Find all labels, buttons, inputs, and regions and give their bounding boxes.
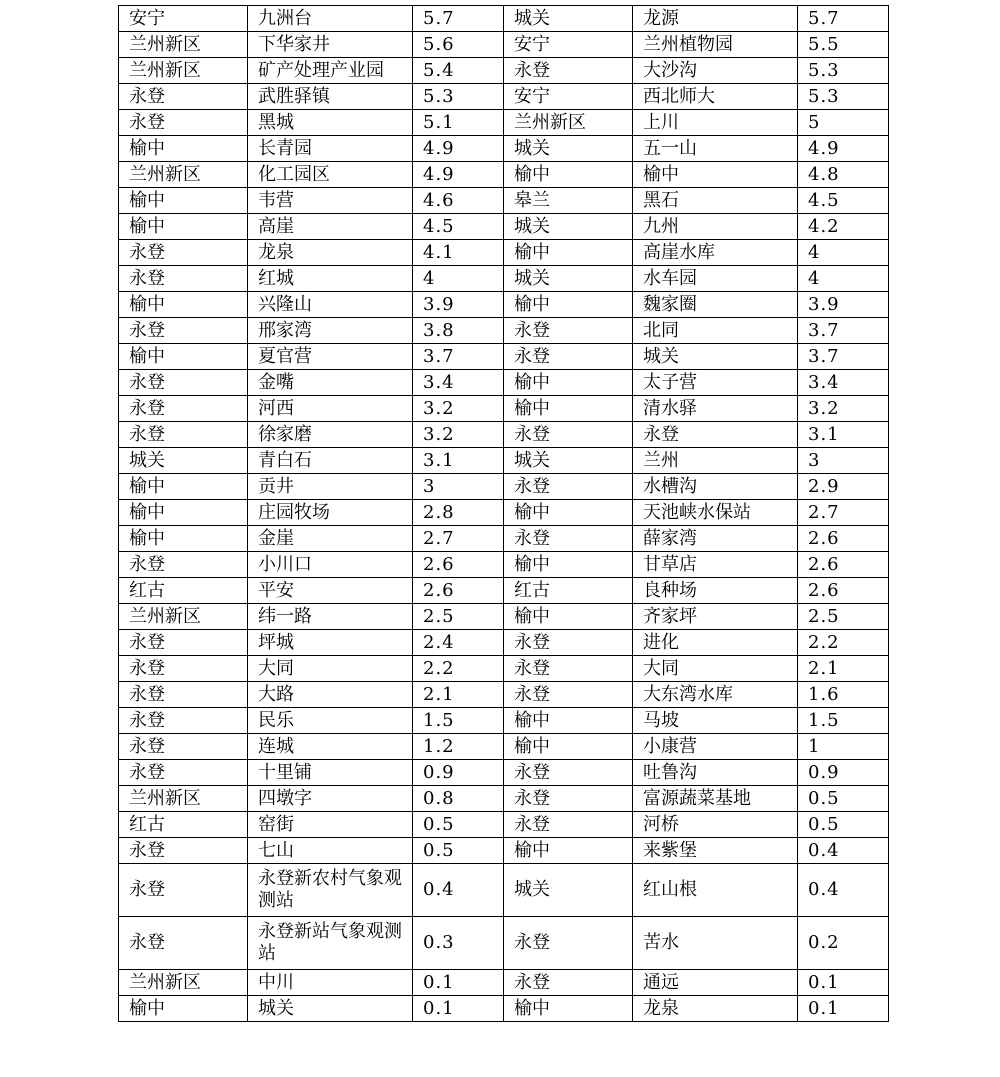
cell-district-right: 城关	[504, 266, 633, 292]
table-row	[119, 84, 889, 110]
cell-station-right: 高崖水库	[633, 240, 798, 266]
cell-district-right: 榆中	[504, 734, 633, 760]
cell-value-left: 0.9	[413, 760, 504, 786]
table-row	[119, 630, 889, 656]
cell-value-left: 4	[413, 266, 504, 292]
cell-district-right: 榆中	[504, 996, 633, 1022]
cell-station-left: 四墩字	[248, 786, 413, 812]
cell-station-left: 十里铺	[248, 760, 413, 786]
cell-station-left: 龙泉	[248, 240, 413, 266]
cell-station-left: 坪城	[248, 630, 413, 656]
cell-value-right: 4.5	[798, 188, 889, 214]
cell-value-right: 5.3	[798, 58, 889, 84]
cell-station-right: 九州	[633, 214, 798, 240]
cell-district-right: 榆中	[504, 552, 633, 578]
table-row	[119, 292, 889, 318]
cell-district-left: 永登	[119, 864, 248, 917]
cell-value-left: 5.7	[413, 6, 504, 32]
cell-station-right: 甘草店	[633, 552, 798, 578]
cell-district-right: 城关	[504, 136, 633, 162]
table-row	[119, 318, 889, 344]
cell-station-right: 马坡	[633, 708, 798, 734]
cell-value-left: 3.7	[413, 344, 504, 370]
cell-station-left: 纬一路	[248, 604, 413, 630]
cell-district-left: 安宁	[119, 6, 248, 32]
table-row	[119, 708, 889, 734]
cell-district-left: 榆中	[119, 344, 248, 370]
cell-district-right: 永登	[504, 786, 633, 812]
table-row	[119, 240, 889, 266]
cell-value-left: 4.5	[413, 214, 504, 240]
table-row	[119, 448, 889, 474]
cell-district-left: 兰州新区	[119, 786, 248, 812]
cell-district-right: 永登	[504, 656, 633, 682]
cell-value-right: 4.8	[798, 162, 889, 188]
cell-station-left: 金嘴	[248, 370, 413, 396]
table-row	[119, 786, 889, 812]
table-row	[119, 656, 889, 682]
cell-value-left: 2.4	[413, 630, 504, 656]
table-row	[119, 970, 889, 996]
cell-station-right: 薛家湾	[633, 526, 798, 552]
cell-station-left: 下华家井	[248, 32, 413, 58]
cell-value-left: 2.2	[413, 656, 504, 682]
cell-station-right: 小康营	[633, 734, 798, 760]
cell-district-right: 永登	[504, 630, 633, 656]
cell-station-left: 永登新站气象观测站	[248, 917, 413, 970]
cell-district-left: 永登	[119, 318, 248, 344]
cell-station-right: 河桥	[633, 812, 798, 838]
cell-value-right: 2.6	[798, 552, 889, 578]
cell-district-left: 兰州新区	[119, 58, 248, 84]
cell-district-right: 榆中	[504, 500, 633, 526]
table-row	[119, 188, 889, 214]
cell-station-right: 城关	[633, 344, 798, 370]
cell-station-right: 苦水	[633, 917, 798, 970]
cell-value-right: 3.2	[798, 396, 889, 422]
cell-station-right: 黑石	[633, 188, 798, 214]
cell-district-left: 永登	[119, 838, 248, 864]
cell-station-left: 长青园	[248, 136, 413, 162]
cell-district-left: 永登	[119, 682, 248, 708]
cell-district-right: 永登	[504, 58, 633, 84]
cell-district-left: 永登	[119, 630, 248, 656]
cell-value-left: 0.1	[413, 970, 504, 996]
cell-station-right: 来紫堡	[633, 838, 798, 864]
cell-station-right: 清水驿	[633, 396, 798, 422]
cell-value-left: 4.6	[413, 188, 504, 214]
table-row	[119, 344, 889, 370]
cell-district-right: 永登	[504, 970, 633, 996]
cell-district-left: 永登	[119, 760, 248, 786]
cell-station-right: 五一山	[633, 136, 798, 162]
cell-station-right: 水车园	[633, 266, 798, 292]
cell-station-right: 进化	[633, 630, 798, 656]
table-row	[119, 474, 889, 500]
cell-value-left: 5.1	[413, 110, 504, 136]
cell-station-left: 高崖	[248, 214, 413, 240]
cell-value-left: 4.9	[413, 162, 504, 188]
cell-value-left: 4.1	[413, 240, 504, 266]
cell-station-left: 夏官营	[248, 344, 413, 370]
cell-district-right: 城关	[504, 214, 633, 240]
cell-value-right: 0.2	[798, 917, 889, 970]
cell-value-left: 5.4	[413, 58, 504, 84]
cell-value-left: 0.5	[413, 838, 504, 864]
cell-station-left: 武胜驿镇	[248, 84, 413, 110]
cell-district-right: 永登	[504, 344, 633, 370]
cell-value-right: 3.4	[798, 370, 889, 396]
cell-station-left: 金崖	[248, 526, 413, 552]
cell-district-left: 兰州新区	[119, 162, 248, 188]
table-row	[119, 422, 889, 448]
cell-district-right: 永登	[504, 526, 633, 552]
rainfall-table	[118, 5, 889, 1022]
table-row	[119, 760, 889, 786]
cell-district-left: 榆中	[119, 188, 248, 214]
table-row	[119, 136, 889, 162]
cell-district-right: 永登	[504, 812, 633, 838]
cell-district-left: 永登	[119, 370, 248, 396]
cell-district-right: 安宁	[504, 84, 633, 110]
cell-district-left: 榆中	[119, 136, 248, 162]
cell-value-right: 0.1	[798, 970, 889, 996]
cell-station-left: 青白石	[248, 448, 413, 474]
cell-value-left: 3.9	[413, 292, 504, 318]
cell-station-right: 大东湾水库	[633, 682, 798, 708]
table-row	[119, 214, 889, 240]
cell-district-left: 榆中	[119, 214, 248, 240]
table-row	[119, 604, 889, 630]
cell-value-right: 0.1	[798, 996, 889, 1022]
cell-station-left: 徐家磨	[248, 422, 413, 448]
cell-station-right: 天池峡水保站	[633, 500, 798, 526]
cell-station-left: 大同	[248, 656, 413, 682]
cell-value-right: 1.6	[798, 682, 889, 708]
table-row	[119, 552, 889, 578]
cell-value-right: 5.5	[798, 32, 889, 58]
cell-value-left: 2.1	[413, 682, 504, 708]
cell-value-right: 2.7	[798, 500, 889, 526]
cell-value-left: 1.2	[413, 734, 504, 760]
cell-value-left: 3	[413, 474, 504, 500]
cell-district-right: 安宁	[504, 32, 633, 58]
cell-district-left: 兰州新区	[119, 32, 248, 58]
cell-station-right: 龙源	[633, 6, 798, 32]
cell-value-right: 4	[798, 266, 889, 292]
cell-value-right: 1	[798, 734, 889, 760]
table-row	[119, 500, 889, 526]
table-row	[119, 266, 889, 292]
cell-value-right: 2.2	[798, 630, 889, 656]
cell-district-left: 榆中	[119, 474, 248, 500]
cell-station-left: 九洲台	[248, 6, 413, 32]
table-row	[119, 162, 889, 188]
table-row	[119, 812, 889, 838]
cell-station-left: 河西	[248, 396, 413, 422]
cell-value-right: 4.2	[798, 214, 889, 240]
cell-value-right: 2.9	[798, 474, 889, 500]
cell-station-right: 大同	[633, 656, 798, 682]
cell-value-left: 0.8	[413, 786, 504, 812]
cell-value-left: 3.8	[413, 318, 504, 344]
table-row	[119, 6, 889, 32]
cell-station-right: 大沙沟	[633, 58, 798, 84]
cell-value-left: 1.5	[413, 708, 504, 734]
cell-value-left: 3.4	[413, 370, 504, 396]
cell-station-right: 兰州	[633, 448, 798, 474]
cell-value-left: 5.6	[413, 32, 504, 58]
table-row	[119, 526, 889, 552]
cell-value-right: 4.9	[798, 136, 889, 162]
cell-district-right: 榆中	[504, 162, 633, 188]
cell-value-left: 0.1	[413, 996, 504, 1022]
cell-value-right: 0.4	[798, 838, 889, 864]
cell-value-right: 1.5	[798, 708, 889, 734]
cell-value-right: 3.1	[798, 422, 889, 448]
table-row	[119, 917, 889, 970]
cell-value-right: 2.5	[798, 604, 889, 630]
cell-station-left: 民乐	[248, 708, 413, 734]
cell-station-right: 西北师大	[633, 84, 798, 110]
cell-station-right: 北同	[633, 318, 798, 344]
cell-district-left: 永登	[119, 734, 248, 760]
cell-value-right: 2.1	[798, 656, 889, 682]
cell-station-right: 良种场	[633, 578, 798, 604]
cell-value-left: 2.6	[413, 578, 504, 604]
table-body	[119, 6, 889, 1022]
cell-value-right: 3.9	[798, 292, 889, 318]
cell-district-right: 城关	[504, 448, 633, 474]
cell-district-right: 永登	[504, 422, 633, 448]
cell-station-left: 庄园牧场	[248, 500, 413, 526]
cell-value-right: 3.7	[798, 318, 889, 344]
rainfall-table-container	[118, 5, 888, 1022]
cell-district-right: 榆中	[504, 838, 633, 864]
cell-district-right: 皋兰	[504, 188, 633, 214]
cell-station-right: 魏家圈	[633, 292, 798, 318]
table-row	[119, 396, 889, 422]
cell-value-right: 2.6	[798, 578, 889, 604]
cell-value-left: 0.3	[413, 917, 504, 970]
cell-station-right: 太子营	[633, 370, 798, 396]
cell-district-right: 红古	[504, 578, 633, 604]
cell-district-left: 永登	[119, 266, 248, 292]
cell-value-right: 3.7	[798, 344, 889, 370]
cell-value-left: 2.8	[413, 500, 504, 526]
cell-station-right: 龙泉	[633, 996, 798, 1022]
table-row	[119, 578, 889, 604]
cell-station-left: 矿产处理产业园	[248, 58, 413, 84]
cell-station-left: 红城	[248, 266, 413, 292]
cell-station-right: 水槽沟	[633, 474, 798, 500]
cell-station-left: 兴隆山	[248, 292, 413, 318]
cell-value-right: 4	[798, 240, 889, 266]
cell-district-right: 永登	[504, 682, 633, 708]
table-row	[119, 864, 889, 917]
cell-district-right: 榆中	[504, 292, 633, 318]
cell-district-right: 榆中	[504, 604, 633, 630]
cell-station-left: 小川口	[248, 552, 413, 578]
cell-district-right: 榆中	[504, 708, 633, 734]
cell-district-right: 榆中	[504, 370, 633, 396]
table-row	[119, 734, 889, 760]
cell-district-left: 永登	[119, 240, 248, 266]
cell-district-left: 榆中	[119, 526, 248, 552]
cell-station-right: 红山根	[633, 864, 798, 917]
cell-station-right: 上川	[633, 110, 798, 136]
table-row	[119, 32, 889, 58]
cell-value-right: 0.5	[798, 812, 889, 838]
cell-value-right: 5.7	[798, 6, 889, 32]
cell-district-right: 永登	[504, 917, 633, 970]
cell-station-left: 大路	[248, 682, 413, 708]
cell-district-left: 永登	[119, 396, 248, 422]
cell-station-left: 贡井	[248, 474, 413, 500]
cell-station-left: 七山	[248, 838, 413, 864]
cell-value-left: 2.6	[413, 552, 504, 578]
cell-station-left: 黑城	[248, 110, 413, 136]
cell-district-left: 榆中	[119, 996, 248, 1022]
cell-value-right: 0.5	[798, 786, 889, 812]
cell-station-left: 城关	[248, 996, 413, 1022]
cell-district-left: 兰州新区	[119, 970, 248, 996]
cell-district-left: 红古	[119, 812, 248, 838]
cell-district-left: 永登	[119, 708, 248, 734]
cell-value-right: 0.4	[798, 864, 889, 917]
cell-district-left: 永登	[119, 110, 248, 136]
table-row	[119, 838, 889, 864]
cell-station-left: 永登新农村气象观测站	[248, 864, 413, 917]
cell-station-left: 韦营	[248, 188, 413, 214]
cell-value-left: 3.1	[413, 448, 504, 474]
cell-district-left: 城关	[119, 448, 248, 474]
cell-value-right: 5	[798, 110, 889, 136]
cell-station-left: 中川	[248, 970, 413, 996]
cell-district-left: 永登	[119, 917, 248, 970]
cell-value-left: 3.2	[413, 422, 504, 448]
cell-district-left: 红古	[119, 578, 248, 604]
cell-value-left: 5.3	[413, 84, 504, 110]
cell-value-left: 2.5	[413, 604, 504, 630]
cell-district-left: 永登	[119, 84, 248, 110]
cell-station-right: 齐家坪	[633, 604, 798, 630]
cell-station-right: 永登	[633, 422, 798, 448]
cell-district-right: 永登	[504, 318, 633, 344]
cell-district-left: 榆中	[119, 292, 248, 318]
cell-district-right: 兰州新区	[504, 110, 633, 136]
cell-value-left: 4.9	[413, 136, 504, 162]
table-row	[119, 110, 889, 136]
cell-district-right: 永登	[504, 474, 633, 500]
cell-value-left: 0.4	[413, 864, 504, 917]
cell-district-right: 城关	[504, 6, 633, 32]
cell-value-right: 2.6	[798, 526, 889, 552]
cell-district-right: 永登	[504, 760, 633, 786]
table-row	[119, 996, 889, 1022]
cell-station-left: 平安	[248, 578, 413, 604]
cell-value-right: 0.9	[798, 760, 889, 786]
cell-district-right: 城关	[504, 864, 633, 917]
cell-value-right: 5.3	[798, 84, 889, 110]
table-row	[119, 682, 889, 708]
cell-value-left: 2.7	[413, 526, 504, 552]
cell-station-right: 兰州植物园	[633, 32, 798, 58]
cell-station-right: 吐鲁沟	[633, 760, 798, 786]
cell-value-left: 0.5	[413, 812, 504, 838]
cell-district-left: 永登	[119, 656, 248, 682]
cell-value-right: 3	[798, 448, 889, 474]
cell-station-right: 富源蔬菜基地	[633, 786, 798, 812]
cell-value-left: 3.2	[413, 396, 504, 422]
table-row	[119, 370, 889, 396]
cell-district-left: 永登	[119, 552, 248, 578]
cell-district-right: 榆中	[504, 396, 633, 422]
cell-district-right: 榆中	[504, 240, 633, 266]
cell-district-left: 兰州新区	[119, 604, 248, 630]
cell-district-left: 永登	[119, 422, 248, 448]
cell-station-left: 连城	[248, 734, 413, 760]
cell-district-left: 榆中	[119, 500, 248, 526]
cell-station-left: 化工园区	[248, 162, 413, 188]
cell-station-left: 邢家湾	[248, 318, 413, 344]
cell-station-right: 通远	[633, 970, 798, 996]
cell-station-right: 榆中	[633, 162, 798, 188]
table-row	[119, 58, 889, 84]
cell-station-left: 窑街	[248, 812, 413, 838]
